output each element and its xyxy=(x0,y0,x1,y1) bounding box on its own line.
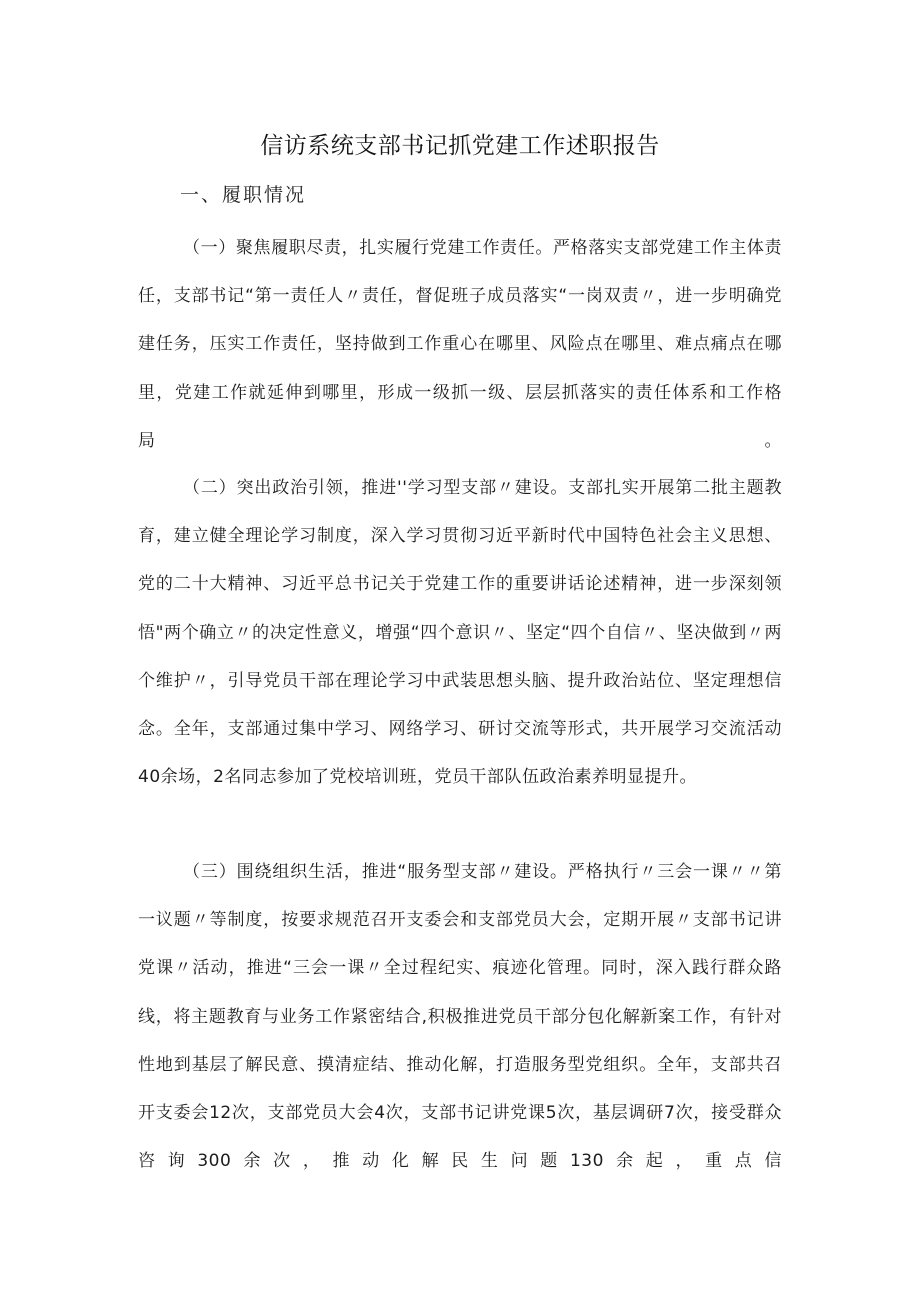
document-title: 信访系统支部书记抓党建工作述职报告 xyxy=(260,133,660,159)
paragraph-1: （一）聚焦履职尽责，扎实履行党建工作责任。严格落实支部党建工作主体责任，支部书记“第一责任人〃责任，督促班子成员落实“一岗双责〃，进一步明确党建任务，压实工作责任，坚持做到工作重心在哪里、风险点在哪里、难点痛点在哪里，党建工作就延伸到哪里，形成一级抓一级、层层抓落实的责任体系和工作格局。 xyxy=(138,238,782,451)
paragraph-2: （二）突出政治引领，推进''学习型支部〃建设。支部扎实开展第二批主题教育，建立健全理论学习制度，深入学习贯彻习近平新时代中国特色社会主义思想、党的二十大精神、习近平总书记关于党建工作的重要讲话论述精神，进一步深刻领悟"两个确立〃的决定性意义，增强“四个意识〃、坚定“四个自信〃、坚决做到〃两个维护〃，引导党员干部在理论学习中武装思想头脑、提升政治站位、坚定理想信念。全年，支部通过集中学习、网络学习、研讨交流等形式，共开展学习交流活动40余场，2名同志参加了党校培训班，党员干部队伍政治素养明显提升。 xyxy=(138,478,782,788)
paragraph-3: （三）围绕组织生活，推进“服务型支部〃建设。严格执行〃三会一课〃〃第一议题〃等制度，按要求规范召开支委会和支部党员大会，定期开展〃支部书记讲党课〃活动，推进“三会一课〃全过程纪实、痕迹化管理。同时，深入践行群众路线，将主题教育与业务工作紧密结合,积极推进党员干部分包化解新案工作，有针对性地到基层了解民意、摸清症结、推动化解，打造服务型党组织。全年，支部共召开支委会12次，支部党员大会4次，支部书记讲党课5次，基层调研7次，接受群众咨询300余次，推动化解民生问题130余起，重点信 xyxy=(138,862,782,1172)
section-heading: 一、履职情况 xyxy=(180,184,307,206)
